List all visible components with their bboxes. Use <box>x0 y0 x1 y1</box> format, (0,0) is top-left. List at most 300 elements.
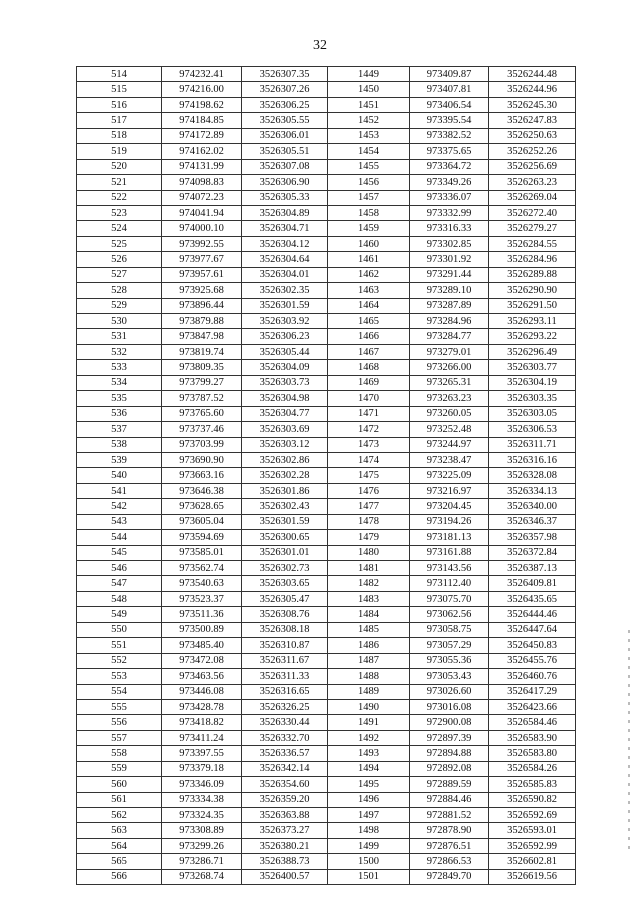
x-coordinate-right: 973364.72 <box>410 159 489 174</box>
y-coordinate-right: 3526290.90 <box>489 283 576 298</box>
table-row <box>77 344 576 359</box>
table-row <box>77 761 576 776</box>
point-number-right: 1499 <box>328 838 410 853</box>
y-coordinate-left: 3526308.18 <box>242 622 328 637</box>
x-coordinate-right: 973016.08 <box>410 699 489 714</box>
table-row <box>77 777 576 792</box>
y-coordinate-right: 3526269.04 <box>489 190 576 205</box>
point-number-left: 542 <box>77 499 162 514</box>
x-coordinate-right: 973204.45 <box>410 499 489 514</box>
x-coordinate-right: 973316.33 <box>410 221 489 236</box>
x-coordinate-left: 974098.83 <box>162 175 242 190</box>
table-row <box>77 252 576 267</box>
x-coordinate-right: 972884.46 <box>410 792 489 807</box>
y-coordinate-right: 3526590.82 <box>489 792 576 807</box>
x-coordinate-left: 973463.56 <box>162 669 242 684</box>
table-row <box>77 684 576 699</box>
x-coordinate-right: 973265.31 <box>410 375 489 390</box>
point-number-right: 1457 <box>328 190 410 205</box>
x-coordinate-left: 973446.08 <box>162 684 242 699</box>
y-coordinate-left: 3526305.47 <box>242 591 328 606</box>
point-number-left: 558 <box>77 746 162 761</box>
point-number-left: 555 <box>77 699 162 714</box>
y-coordinate-left: 3526304.09 <box>242 360 328 375</box>
table-row <box>77 545 576 560</box>
y-coordinate-left: 3526316.65 <box>242 684 328 699</box>
point-number-left: 517 <box>77 113 162 128</box>
y-coordinate-left: 3526304.12 <box>242 236 328 251</box>
point-number-right: 1465 <box>328 314 410 329</box>
point-number-right: 1489 <box>328 684 410 699</box>
x-coordinate-left: 974198.62 <box>162 97 242 112</box>
y-coordinate-left: 3526306.90 <box>242 175 328 190</box>
table-row <box>77 422 576 437</box>
x-coordinate-left: 973594.69 <box>162 530 242 545</box>
x-coordinate-right: 973216.97 <box>410 483 489 498</box>
point-number-left: 528 <box>77 283 162 298</box>
table-row <box>77 128 576 143</box>
point-number-left: 521 <box>77 175 162 190</box>
x-coordinate-right: 973058.75 <box>410 622 489 637</box>
point-number-right: 1469 <box>328 375 410 390</box>
y-coordinate-left: 3526303.92 <box>242 314 328 329</box>
point-number-left: 550 <box>77 622 162 637</box>
y-coordinate-left: 3526305.44 <box>242 344 328 359</box>
x-coordinate-left: 973308.89 <box>162 823 242 838</box>
point-number-right: 1484 <box>328 607 410 622</box>
x-coordinate-left: 973411.24 <box>162 730 242 745</box>
point-number-left: 545 <box>77 545 162 560</box>
y-coordinate-left: 3526388.73 <box>242 854 328 869</box>
point-number-left: 534 <box>77 375 162 390</box>
y-coordinate-right: 3526303.77 <box>489 360 576 375</box>
y-coordinate-right: 3526593.01 <box>489 823 576 838</box>
x-coordinate-right: 972876.51 <box>410 838 489 853</box>
point-number-left: 516 <box>77 97 162 112</box>
point-number-right: 1474 <box>328 452 410 467</box>
y-coordinate-left: 3526302.43 <box>242 499 328 514</box>
y-coordinate-right: 3526584.46 <box>489 715 576 730</box>
point-number-right: 1488 <box>328 669 410 684</box>
point-number-right: 1483 <box>328 591 410 606</box>
x-coordinate-left: 973737.46 <box>162 422 242 437</box>
x-coordinate-left: 973690.90 <box>162 452 242 467</box>
x-coordinate-right: 973263.23 <box>410 391 489 406</box>
x-coordinate-left: 973896.44 <box>162 298 242 313</box>
point-number-left: 552 <box>77 653 162 668</box>
y-coordinate-right: 3526346.37 <box>489 514 576 529</box>
x-coordinate-left: 973428.78 <box>162 699 242 714</box>
point-number-right: 1493 <box>328 746 410 761</box>
y-coordinate-left: 3526363.88 <box>242 808 328 823</box>
table-row <box>77 561 576 576</box>
x-coordinate-left: 973879.88 <box>162 314 242 329</box>
table-row <box>77 391 576 406</box>
y-coordinate-right: 3526334.13 <box>489 483 576 498</box>
point-number-left: 523 <box>77 205 162 220</box>
table-row <box>77 730 576 745</box>
x-coordinate-left: 973485.40 <box>162 638 242 653</box>
x-coordinate-right: 972897.39 <box>410 730 489 745</box>
point-number-left: 562 <box>77 808 162 823</box>
y-coordinate-left: 3526301.86 <box>242 483 328 498</box>
table-row <box>77 283 576 298</box>
x-coordinate-right: 973349.26 <box>410 175 489 190</box>
point-number-left: 548 <box>77 591 162 606</box>
point-number-right: 1454 <box>328 144 410 159</box>
table-row <box>77 808 576 823</box>
table-row <box>77 144 576 159</box>
table-row <box>77 483 576 498</box>
y-coordinate-left: 3526304.71 <box>242 221 328 236</box>
x-coordinate-left: 973787.52 <box>162 391 242 406</box>
x-coordinate-left: 974000.10 <box>162 221 242 236</box>
point-number-left: 519 <box>77 144 162 159</box>
point-number-left: 556 <box>77 715 162 730</box>
table-row <box>77 468 576 483</box>
point-number-right: 1482 <box>328 576 410 591</box>
x-coordinate-left: 973925.68 <box>162 283 242 298</box>
point-number-right: 1451 <box>328 97 410 112</box>
y-coordinate-left: 3526307.08 <box>242 159 328 174</box>
point-number-left: 538 <box>77 437 162 452</box>
point-number-right: 1492 <box>328 730 410 745</box>
x-coordinate-left: 974131.99 <box>162 159 242 174</box>
y-coordinate-left: 3526306.25 <box>242 97 328 112</box>
point-number-right: 1486 <box>328 638 410 653</box>
x-coordinate-left: 973799.27 <box>162 375 242 390</box>
point-number-left: 551 <box>77 638 162 653</box>
point-number-left: 563 <box>77 823 162 838</box>
y-coordinate-left: 3526305.51 <box>242 144 328 159</box>
x-coordinate-left: 973605.04 <box>162 514 242 529</box>
table-row <box>77 97 576 112</box>
table-row <box>77 699 576 714</box>
point-number-right: 1470 <box>328 391 410 406</box>
x-coordinate-right: 972849.70 <box>410 869 489 884</box>
y-coordinate-right: 3526444.46 <box>489 607 576 622</box>
table-row <box>77 669 576 684</box>
table-row <box>77 360 576 375</box>
point-number-left: 564 <box>77 838 162 853</box>
point-number-right: 1449 <box>328 67 410 82</box>
x-coordinate-right: 972878.90 <box>410 823 489 838</box>
x-coordinate-right: 972892.08 <box>410 761 489 776</box>
x-coordinate-left: 973286.71 <box>162 854 242 869</box>
y-coordinate-left: 3526354.60 <box>242 777 328 792</box>
point-number-left: 543 <box>77 514 162 529</box>
point-number-right: 1487 <box>328 653 410 668</box>
table-row <box>77 221 576 236</box>
x-coordinate-left: 973847.98 <box>162 329 242 344</box>
y-coordinate-right: 3526447.64 <box>489 622 576 637</box>
point-number-left: 536 <box>77 406 162 421</box>
point-number-right: 1476 <box>328 483 410 498</box>
point-number-right: 1467 <box>328 344 410 359</box>
x-coordinate-right: 973284.77 <box>410 329 489 344</box>
y-coordinate-left: 3526305.55 <box>242 113 328 128</box>
y-coordinate-left: 3526301.59 <box>242 514 328 529</box>
x-coordinate-left: 973819.74 <box>162 344 242 359</box>
x-coordinate-left: 973324.35 <box>162 808 242 823</box>
y-coordinate-right: 3526455.76 <box>489 653 576 668</box>
x-coordinate-right: 973266.00 <box>410 360 489 375</box>
y-coordinate-left: 3526330.44 <box>242 715 328 730</box>
x-coordinate-right: 972866.53 <box>410 854 489 869</box>
table-row <box>77 82 576 97</box>
y-coordinate-left: 3526326.25 <box>242 699 328 714</box>
x-coordinate-right: 973395.54 <box>410 113 489 128</box>
x-coordinate-left: 973540.63 <box>162 576 242 591</box>
y-coordinate-left: 3526302.35 <box>242 283 328 298</box>
table-row <box>77 67 576 82</box>
x-coordinate-right: 973407.81 <box>410 82 489 97</box>
point-number-right: 1475 <box>328 468 410 483</box>
point-number-right: 1458 <box>328 205 410 220</box>
table-row <box>77 792 576 807</box>
point-number-left: 541 <box>77 483 162 498</box>
y-coordinate-right: 3526247.83 <box>489 113 576 128</box>
x-coordinate-left: 974162.02 <box>162 144 242 159</box>
x-coordinate-left: 974184.85 <box>162 113 242 128</box>
y-coordinate-right: 3526372.84 <box>489 545 576 560</box>
x-coordinate-left: 973511.36 <box>162 607 242 622</box>
point-number-right: 1473 <box>328 437 410 452</box>
y-coordinate-right: 3526263.23 <box>489 175 576 190</box>
x-coordinate-left: 974041.94 <box>162 205 242 220</box>
table-row <box>77 159 576 174</box>
point-number-right: 1478 <box>328 514 410 529</box>
point-number-right: 1481 <box>328 561 410 576</box>
y-coordinate-left: 3526301.59 <box>242 298 328 313</box>
x-coordinate-left: 973646.38 <box>162 483 242 498</box>
point-number-left: 532 <box>77 344 162 359</box>
point-number-right: 1464 <box>328 298 410 313</box>
y-coordinate-left: 3526359.20 <box>242 792 328 807</box>
point-number-right: 1462 <box>328 267 410 282</box>
point-number-left: 514 <box>77 67 162 82</box>
y-coordinate-right: 3526417.29 <box>489 684 576 699</box>
y-coordinate-right: 3526592.99 <box>489 838 576 853</box>
table-row <box>77 638 576 653</box>
point-number-right: 1463 <box>328 283 410 298</box>
point-number-right: 1455 <box>328 159 410 174</box>
x-coordinate-right: 973075.70 <box>410 591 489 606</box>
y-coordinate-right: 3526460.76 <box>489 669 576 684</box>
table-row <box>77 406 576 421</box>
coordinates-table-body <box>77 67 576 885</box>
y-coordinate-right: 3526387.13 <box>489 561 576 576</box>
y-coordinate-right: 3526244.48 <box>489 67 576 82</box>
point-number-left: 537 <box>77 422 162 437</box>
x-coordinate-right: 973302.85 <box>410 236 489 251</box>
y-coordinate-left: 3526301.01 <box>242 545 328 560</box>
y-coordinate-left: 3526380.21 <box>242 838 328 853</box>
x-coordinate-right: 973244.97 <box>410 437 489 452</box>
x-coordinate-right: 973225.09 <box>410 468 489 483</box>
table-row <box>77 267 576 282</box>
point-number-left: 535 <box>77 391 162 406</box>
point-number-right: 1495 <box>328 777 410 792</box>
point-number-right: 1472 <box>328 422 410 437</box>
table-row <box>77 653 576 668</box>
point-number-right: 1471 <box>328 406 410 421</box>
point-number-right: 1485 <box>328 622 410 637</box>
y-coordinate-left: 3526303.69 <box>242 422 328 437</box>
x-coordinate-right: 973026.60 <box>410 684 489 699</box>
point-number-left: 524 <box>77 221 162 236</box>
point-number-right: 1498 <box>328 823 410 838</box>
y-coordinate-left: 3526311.67 <box>242 653 328 668</box>
point-number-right: 1479 <box>328 530 410 545</box>
x-coordinate-left: 973334.38 <box>162 792 242 807</box>
point-number-left: 539 <box>77 452 162 467</box>
point-number-left: 546 <box>77 561 162 576</box>
point-number-left: 553 <box>77 669 162 684</box>
table-row <box>77 607 576 622</box>
x-coordinate-left: 973268.74 <box>162 869 242 884</box>
y-coordinate-left: 3526311.33 <box>242 669 328 684</box>
x-coordinate-right: 973284.96 <box>410 314 489 329</box>
x-coordinate-right: 973382.52 <box>410 128 489 143</box>
point-number-right: 1461 <box>328 252 410 267</box>
point-number-left: 515 <box>77 82 162 97</box>
x-coordinate-left: 973992.55 <box>162 236 242 251</box>
y-coordinate-right: 3526311.71 <box>489 437 576 452</box>
x-coordinate-left: 974172.89 <box>162 128 242 143</box>
point-number-right: 1490 <box>328 699 410 714</box>
table-row <box>77 622 576 637</box>
y-coordinate-left: 3526303.65 <box>242 576 328 591</box>
x-coordinate-left: 973397.55 <box>162 746 242 761</box>
x-coordinate-left: 973379.18 <box>162 761 242 776</box>
point-number-left: 560 <box>77 777 162 792</box>
point-number-left: 566 <box>77 869 162 884</box>
table-row <box>77 437 576 452</box>
x-coordinate-left: 973500.89 <box>162 622 242 637</box>
y-coordinate-right: 3526316.16 <box>489 452 576 467</box>
x-coordinate-left: 973663.16 <box>162 468 242 483</box>
y-coordinate-left: 3526306.23 <box>242 329 328 344</box>
x-coordinate-left: 973418.82 <box>162 715 242 730</box>
point-number-right: 1450 <box>328 82 410 97</box>
point-number-right: 1496 <box>328 792 410 807</box>
point-number-left: 561 <box>77 792 162 807</box>
point-number-right: 1494 <box>328 761 410 776</box>
y-coordinate-right: 3526303.05 <box>489 406 576 421</box>
y-coordinate-left: 3526302.73 <box>242 561 328 576</box>
y-coordinate-right: 3526252.26 <box>489 144 576 159</box>
y-coordinate-left: 3526308.76 <box>242 607 328 622</box>
table-row <box>77 869 576 884</box>
y-coordinate-right: 3526584.26 <box>489 761 576 776</box>
y-coordinate-left: 3526300.65 <box>242 530 328 545</box>
x-coordinate-right: 973055.36 <box>410 653 489 668</box>
x-coordinate-right: 973291.44 <box>410 267 489 282</box>
y-coordinate-right: 3526291.50 <box>489 298 576 313</box>
point-number-left: 518 <box>77 128 162 143</box>
point-number-right: 1468 <box>328 360 410 375</box>
x-coordinate-left: 973957.61 <box>162 267 242 282</box>
y-coordinate-right: 3526409.81 <box>489 576 576 591</box>
y-coordinate-right: 3526357.98 <box>489 530 576 545</box>
table-row <box>77 530 576 545</box>
y-coordinate-left: 3526303.12 <box>242 437 328 452</box>
x-coordinate-left: 973523.37 <box>162 591 242 606</box>
x-coordinate-right: 973057.29 <box>410 638 489 653</box>
point-number-left: 520 <box>77 159 162 174</box>
point-number-left: 540 <box>77 468 162 483</box>
y-coordinate-right: 3526328.08 <box>489 468 576 483</box>
x-coordinate-left: 974216.00 <box>162 82 242 97</box>
table-row <box>77 113 576 128</box>
table-row <box>77 175 576 190</box>
y-coordinate-left: 3526305.33 <box>242 190 328 205</box>
point-number-left: 527 <box>77 267 162 282</box>
point-number-right: 1500 <box>328 854 410 869</box>
point-number-left: 557 <box>77 730 162 745</box>
table-row <box>77 514 576 529</box>
y-coordinate-left: 3526307.35 <box>242 67 328 82</box>
x-coordinate-right: 973301.92 <box>410 252 489 267</box>
x-coordinate-right: 973406.54 <box>410 97 489 112</box>
y-coordinate-right: 3526272.40 <box>489 205 576 220</box>
y-coordinate-right: 3526435.65 <box>489 591 576 606</box>
point-number-right: 1456 <box>328 175 410 190</box>
y-coordinate-left: 3526400.57 <box>242 869 328 884</box>
point-number-left: 531 <box>77 329 162 344</box>
scan-edge-marks <box>628 630 630 850</box>
table-row <box>77 823 576 838</box>
point-number-left: 547 <box>77 576 162 591</box>
x-coordinate-left: 974072.23 <box>162 190 242 205</box>
y-coordinate-left: 3526304.98 <box>242 391 328 406</box>
table-row <box>77 715 576 730</box>
y-coordinate-right: 3526585.83 <box>489 777 576 792</box>
x-coordinate-left: 973299.26 <box>162 838 242 853</box>
x-coordinate-left: 973703.99 <box>162 437 242 452</box>
x-coordinate-right: 973260.05 <box>410 406 489 421</box>
point-number-left: 533 <box>77 360 162 375</box>
point-number-left: 559 <box>77 761 162 776</box>
point-number-right: 1452 <box>328 113 410 128</box>
x-coordinate-right: 972900.08 <box>410 715 489 730</box>
y-coordinate-right: 3526284.55 <box>489 236 576 251</box>
coordinates-table <box>76 66 576 885</box>
y-coordinate-left: 3526304.77 <box>242 406 328 421</box>
table-row <box>77 591 576 606</box>
point-number-right: 1466 <box>328 329 410 344</box>
point-number-left: 525 <box>77 236 162 251</box>
y-coordinate-right: 3526340.00 <box>489 499 576 514</box>
x-coordinate-left: 973346.09 <box>162 777 242 792</box>
point-number-left: 529 <box>77 298 162 313</box>
y-coordinate-right: 3526250.63 <box>489 128 576 143</box>
x-coordinate-right: 973181.13 <box>410 530 489 545</box>
point-number-left: 565 <box>77 854 162 869</box>
point-number-left: 530 <box>77 314 162 329</box>
point-number-left: 522 <box>77 190 162 205</box>
point-number-left: 554 <box>77 684 162 699</box>
point-number-left: 526 <box>77 252 162 267</box>
table-row <box>77 205 576 220</box>
y-coordinate-right: 3526284.96 <box>489 252 576 267</box>
x-coordinate-right: 973287.89 <box>410 298 489 313</box>
point-number-left: 549 <box>77 607 162 622</box>
x-coordinate-right: 973062.56 <box>410 607 489 622</box>
y-coordinate-right: 3526296.49 <box>489 344 576 359</box>
y-coordinate-right: 3526450.83 <box>489 638 576 653</box>
